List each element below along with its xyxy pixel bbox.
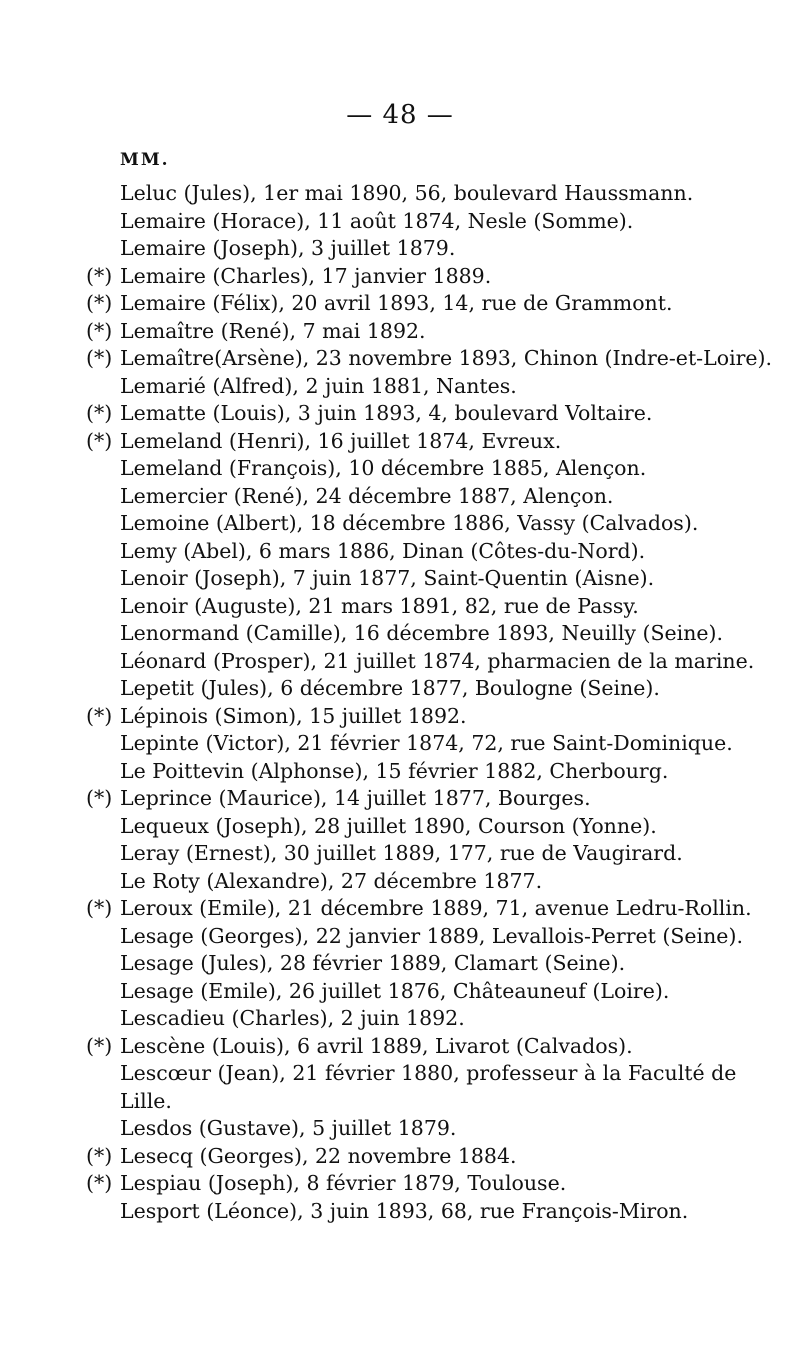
- entry-text: Lematte (Louis), 3 juin 1893, 4, boulevard Voltaire.: [120, 401, 653, 425]
- entry-text: Lépinois (Simon), 15 juillet 1892.: [120, 703, 467, 728]
- list-item: [86, 510, 766, 538]
- entry-text: Lespiau (Joseph), 8 février 1879, Toulouse.: [120, 1171, 567, 1195]
- list-item: [86, 538, 766, 566]
- list-item: [86, 263, 766, 291]
- entry-list: [86, 180, 773, 1225]
- list-item: [86, 208, 766, 236]
- entry-text: Leprince (Maurice), 14 juillet 1877, Bourges.: [120, 786, 591, 810]
- entry-marker: (*): [86, 896, 113, 920]
- entry-text: Lescène (Louis), 6 avril 1889, Livarot (Calvados).: [120, 1033, 633, 1058]
- list-item: [86, 345, 773, 373]
- entry-text: Lesage (Emile), 26 juillet 1876, Châteauneuf (Loire).: [120, 978, 670, 1003]
- entry-text: Lemaire (Félix), 20 avril 1893, 14, rue de Grammont.: [120, 291, 673, 315]
- list-item: [86, 290, 766, 318]
- entry-marker: (*): [86, 1171, 113, 1195]
- list-item: [86, 758, 766, 786]
- entry-text: Lesport (Léonce), 3 juin 1893, 68, rue François-Miron.: [120, 1198, 689, 1223]
- entry-marker: (*): [86, 786, 113, 810]
- entry-text: Leroux (Emile), 21 décembre 1889, 71, avenue Ledru-Rollin.: [120, 896, 752, 920]
- entry-text: Lepinte (Victor), 21 février 1874, 72, rue Saint-Dominique.: [120, 731, 733, 755]
- entry-text: Lemy (Abel), 6 mars 1886, Dinan (Côtes-du-Nord).: [120, 538, 646, 563]
- list-item: [86, 235, 766, 263]
- list-item: [86, 1115, 766, 1143]
- entry-text: Lemaire (Charles), 17 janvier 1889.: [120, 263, 492, 288]
- list-item: [86, 1198, 766, 1226]
- entry-text: Lesdos (Gustave), 5 juillet 1879.: [120, 1116, 457, 1140]
- list-item: [86, 895, 766, 923]
- list-item: [86, 428, 766, 456]
- list-item: [86, 978, 766, 1006]
- list-item: [86, 923, 766, 951]
- list-item: [86, 180, 766, 208]
- entry-text: Lescadieu (Charles), 2 juin 1892.: [120, 1006, 465, 1030]
- list-item: [86, 703, 766, 731]
- entry-marker: (*): [86, 346, 113, 370]
- entry-text: Lemaire (Joseph), 3 juillet 1879.: [120, 236, 456, 260]
- entry-marker: (*): [86, 428, 113, 453]
- entry-marker: (*): [86, 401, 113, 425]
- list-item: [86, 1033, 766, 1061]
- entry-text: Lesage (Georges), 22 janvier 1889, Levallois-Perret (Seine).: [120, 923, 743, 948]
- entry-marker: (*): [86, 291, 113, 315]
- entry-text: Lemoine (Albert), 18 décembre 1886, Vassy (Calvados).: [120, 511, 699, 535]
- list-item: [86, 840, 766, 868]
- list-item: [86, 373, 766, 401]
- list-item: [86, 730, 766, 758]
- entry-text: Lemaire (Horace), 11 août 1874, Nesle (Somme).: [120, 208, 634, 233]
- list-header: MM.: [120, 150, 170, 170]
- list-item: [86, 648, 766, 676]
- entry-text: Lemeland (François), 10 décembre 1885, Alençon.: [120, 456, 647, 480]
- entry-text: Lemaître(Arsène), 23 novembre 1893, Chinon (Indre-et-Loire).: [120, 346, 773, 370]
- entry-marker: (*): [86, 1033, 113, 1058]
- entry-marker: (*): [86, 263, 113, 288]
- entry-text: Lemarié (Alfred), 2 juin 1881, Nantes.: [120, 373, 517, 398]
- entry-text: Lenoir (Auguste), 21 mars 1891, 82, rue de Passy.: [120, 593, 639, 618]
- entry-text: Lemercier (René), 24 décembre 1887, Alençon.: [120, 483, 614, 508]
- list-item: [86, 593, 766, 621]
- entry-text: Le Poittevin (Alphonse), 15 février 1882, Cherbourg.: [120, 758, 669, 783]
- list-item: [86, 785, 766, 813]
- entry-text: Lesecq (Georges), 22 novembre 1884.: [120, 1143, 517, 1168]
- list-item: [86, 1143, 766, 1171]
- entry-text: Lemaître (René), 7 mai 1892.: [120, 318, 426, 343]
- entry-marker: (*): [86, 318, 113, 343]
- list-item: [86, 950, 766, 978]
- list-item: [86, 318, 766, 346]
- list-item: [86, 400, 766, 428]
- entry-text: Léonard (Prosper), 21 juillet 1874, pharmacien de la marine.: [120, 648, 755, 673]
- entry-text: Lenormand (Camille), 16 décembre 1893, Neuilly (Seine).: [120, 621, 724, 645]
- entry-text: Le Roty (Alexandre), 27 décembre 1877.: [120, 868, 543, 893]
- entry-text: Lemeland (Henri), 16 juillet 1874, Evreux.: [120, 428, 562, 453]
- list-item: [86, 1060, 766, 1115]
- list-item: [86, 675, 766, 703]
- list-item: [86, 483, 766, 511]
- entry-text: Lescœur (Jean), 21 février 1880, professeur à la Faculté de Lille.: [120, 1061, 737, 1113]
- list-item: [86, 620, 766, 648]
- list-item: [86, 1170, 766, 1198]
- entry-marker: (*): [86, 1143, 113, 1168]
- entry-text: Leluc (Jules), 1er mai 1890, 56, boulevard Haussmann.: [120, 181, 694, 205]
- entry-text: Leray (Ernest), 30 juillet 1889, 177, rue de Vaugirard.: [120, 841, 683, 865]
- list-item: [86, 565, 766, 593]
- list-item: [86, 813, 766, 841]
- list-item: [86, 868, 766, 896]
- entry-text: Lenoir (Joseph), 7 juin 1877, Saint-Quentin (Aisne).: [120, 566, 655, 590]
- entry-marker: (*): [86, 703, 113, 728]
- page-number: — 48 —: [346, 100, 454, 130]
- entry-text: Lesage (Jules), 28 février 1889, Clamart (Seine).: [120, 951, 626, 975]
- entry-text: Lepetit (Jules), 6 décembre 1877, Boulogne (Seine).: [120, 676, 660, 700]
- entry-text: Lequeux (Joseph), 28 juillet 1890, Courson (Yonne).: [120, 813, 657, 838]
- list-item: [86, 1005, 766, 1033]
- list-item: [86, 455, 766, 483]
